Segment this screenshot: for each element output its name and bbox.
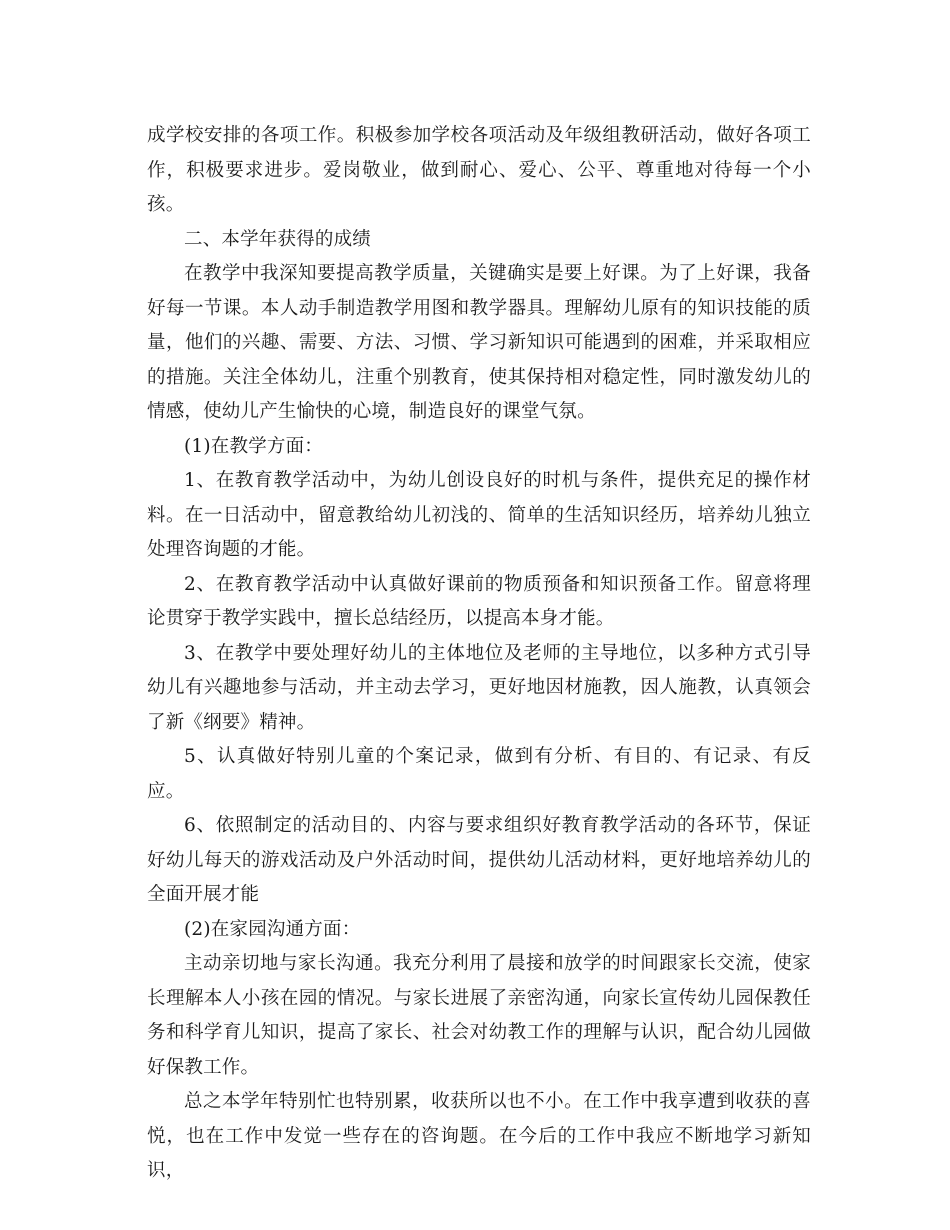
list-item-6: 6、依照制定的活动目的、内容与要求组织好教育教学活动的各环节，保证好幼儿每天的游戏活动及户外活动时间，提供幼儿活动材料，更好地培养幼儿的全面开展才能	[147, 815, 811, 905]
document-body	[147, 119, 811, 1189]
list-item-3: 3、在教学中要处理好幼儿的主体地位及老师的主导地位，以多种方式引导幼儿有兴趣地参与活动，并主动去学习，更好地因材施教，因人施教，认真领会了新《纲要》精神。	[147, 642, 811, 733]
section-heading-achievements: 二、本学年获得的成绩	[184, 228, 372, 250]
list-item-5: 5、认真做好特别儿童的个案记录，做到有分析、有目的、有记录、有反应。	[147, 746, 811, 802]
paragraph-parent-communication: 主动亲切地与家长沟通。我充分利用了晨接和放学的时间跟家长交流，使家长理解本人小孩在园的情况。与家长进展了亲密沟通，向家长宣传幼儿园保教任务和科学育儿知识，提高了家长、社会对幼教工作的理解与认识，配合幼儿园做好保教工作。	[147, 953, 811, 1078]
subheading-teaching: (1)在教学方面：	[184, 435, 324, 457]
paragraph-summary: 总之本学年特别忙也特别累，收获所以也不小。在工作中我享遭到收获的喜悦，也在工作中发觉一些存在的咨询题。在今后的工作中我应不断地学习新知识，	[147, 1091, 811, 1181]
paragraph-teaching-quality: 在教学中我深知要提高教学质量，关键确实是要上好课。为了上好课，我备好每一节课。本人动手制造教学用图和教学器具。理解幼儿原有的知识技能的质量，他们的兴趣、需要、方法、习惯、学习新知识可能遇到的困难，并采取相应的措施。关注全体幼儿，注重个别教育，使其保持相对稳定性，同时激发幼儿的情感，使幼儿产生愉快的心境，制造良好的课堂气氛。	[147, 263, 811, 422]
list-item-1: 1、在教育教学活动中，为幼儿创设良好的时机与条件，提供充足的操作材料。在一日活动中，留意教给幼儿初浅的、简单的生活知识经历，培养幼儿独立处理咨询题的才能。	[147, 470, 811, 560]
list-item-2: 2、在教育教学活动中认真做好课前的物质预备和知识预备工作。留意将理论贯穿于教学实践中，擅长总结经历，以提高本身才能。	[147, 573, 811, 629]
subheading-home-school: (2)在家园沟通方面：	[184, 918, 361, 940]
paragraph-continuation: 成学校安排的各项工作。积极参加学校各项活动及年级组教研活动，做好各项工作，积极要求进步。爱岗敬业，做到耐心、爱心、公平、尊重地对待每一个小孩。	[147, 125, 811, 215]
